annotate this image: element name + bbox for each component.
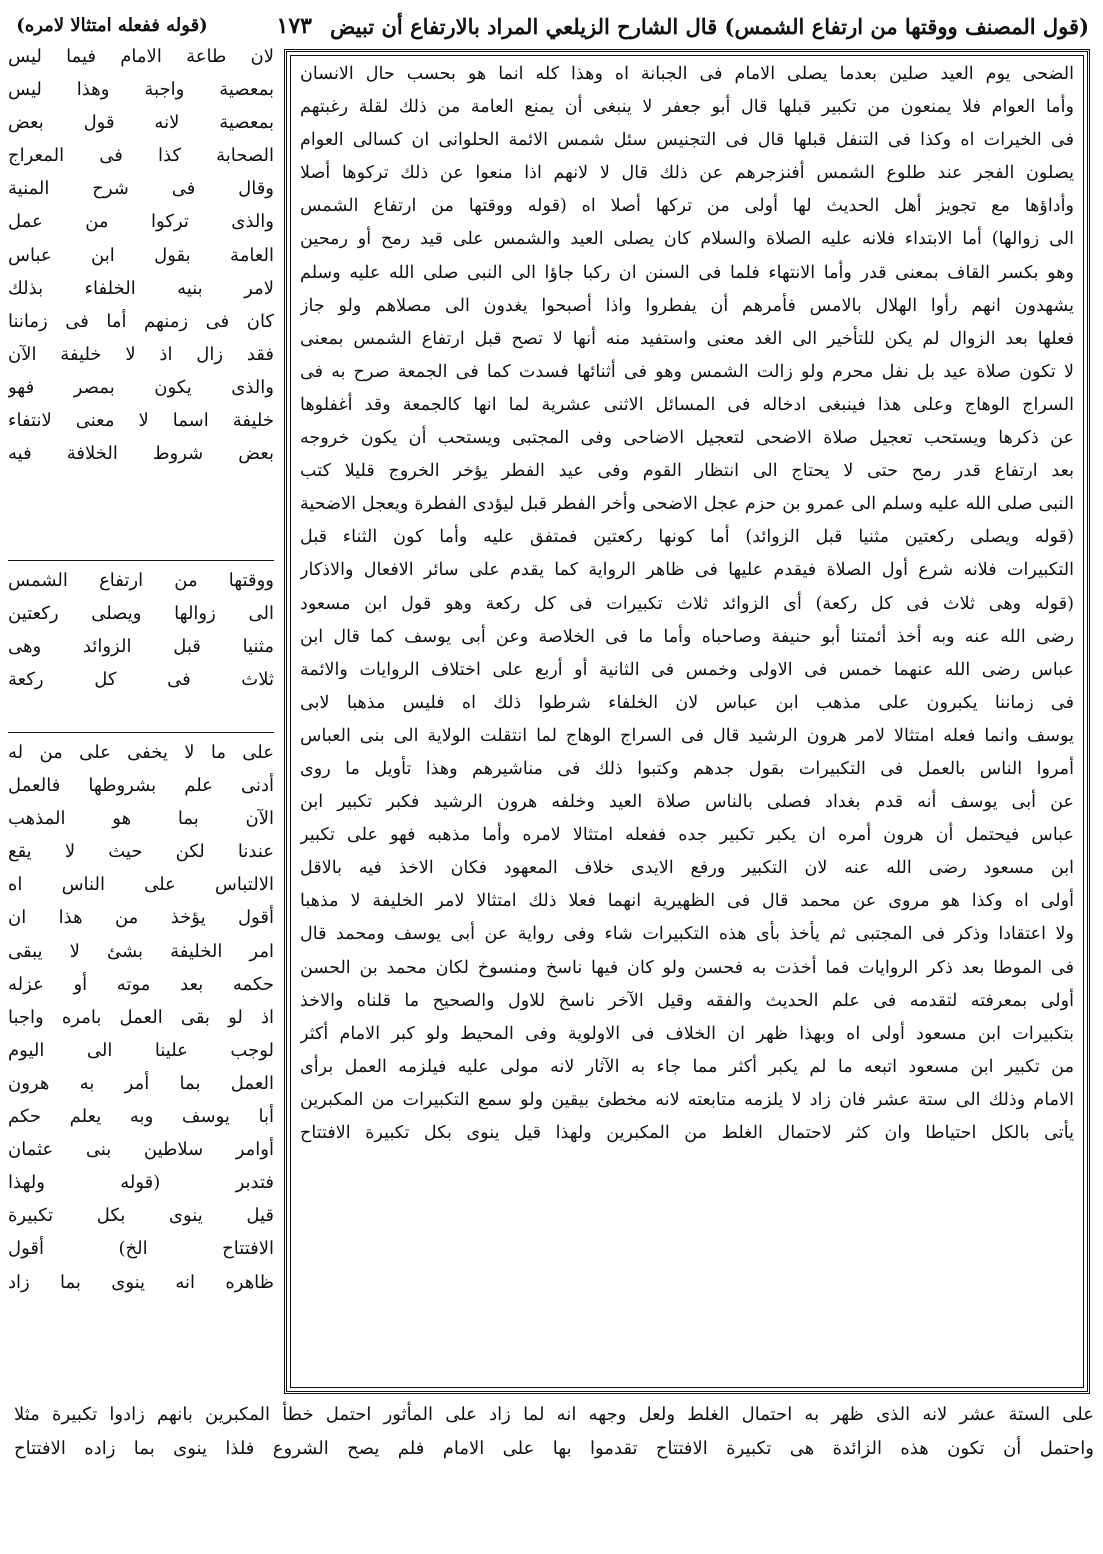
text-line: ابن مسعود رضى الله عنه لان التكبير ورفع الايدى خلاف المعهود فكان الاخذ فيه بالاقل: [300, 858, 1074, 879]
margin-text-line: فقد زال اذ لا خليفة الآن: [8, 343, 274, 365]
main-text-column: [300, 58, 1074, 1384]
text-line: بعد ارتفاع قدر رمح حتى لا يحتاج الى انتظار القوم وفى عيد الفطر يؤخر الخروج قليلا كتب: [300, 461, 1074, 482]
margin-divider-2: [8, 732, 274, 733]
margin-text-line: اذ لو بقى العمل بامره واجبا: [8, 1006, 274, 1028]
margin-divider-1: [8, 560, 274, 561]
text-line: عباس فيحتمل أن هرون أمره ان يكبر تكبير جده ففعله امتثالا لامره وأما مذهبه فهو على تكبير: [300, 825, 1074, 846]
margin-text-line: أقول يؤخذ من هذا ان: [8, 907, 274, 929]
text-line: النبى صلى الله عليه وسلم الى عمرو بن حزم عجل الاضحى وأخر الفطر قبل ليؤدى الفطرة ويعجل الاضحية: [300, 494, 1074, 515]
margin-block-3: [8, 736, 274, 1299]
text-line: أمروا الناس بالعمل فى التكبيرات بقول جدهم وكتبوا ذلك فى مناشيرهم وهذا تأويل ما روى: [300, 758, 1074, 779]
text-line: (قوله ويصلى ركعتين مثنيا قبل الزوائد) أما كونها ركعتين فمتفق عليه وأما كون الثناء قبل: [300, 527, 1074, 548]
text-line: يوسف وانما فعله امتثالا لامر هرون الرشيد قال فى السراج الوهاج لما انتقلت الولاية الى بنى العباس: [300, 725, 1074, 746]
margin-text-line: مثنيا قبل الزوائد وهى: [8, 636, 274, 658]
text-line: رضى الله عنه وبه أخذ أئمتنا أبو حنيفة وصاحباه وأما ما فى الخلاصة وعن أبى يوسف كما قال ابن: [300, 626, 1074, 647]
margin-text-line: لامر بنيه الخلفاء بذلك: [8, 277, 274, 299]
text-line: يشهدون انهم رأوا الهلال بالامس فأمرهم أن يفطروا واذا أصبحوا يغدون الى مصلاهم ولو جاز: [300, 295, 1074, 316]
text-line: ولا اعتقادا وذكر فى المجتبى ثم يأخذ بأى هذه التكبيرات شاء وفى رواية عن أبى يوسف ومحمد قال: [300, 924, 1074, 945]
page-header: [14, 8, 1089, 44]
text-line: فى الخيرات اه وكذا فى التنفل قبلها قال فى التجنيس سئل شمس الائمة الحلوانى ان كسالى العوام: [300, 130, 1074, 151]
margin-text-line: الالتباس على الناس اه: [8, 874, 274, 896]
margin-running-title: (قوله ففعله امتثالا لامره): [16, 15, 208, 36]
text-line: السراج الوهاج وعلى هذا فينبغى ادخاله فى المسائل الاثنى عشرية لما انها كالجمعة وقد أغفلوها: [300, 394, 1074, 415]
footer-continuation: [14, 1398, 1094, 1466]
margin-text-line: عندنا لكن حيث لا يقع: [8, 841, 274, 863]
margin-text-line: قيل ينوى بكل تكبيرة: [8, 1205, 274, 1227]
margin-block-2: [8, 564, 274, 696]
margin-text-line: فتدبر (قوله ولهذا: [8, 1172, 274, 1194]
margin-text-line: والذى تركوا من عمل: [8, 211, 274, 233]
margin-text-line: الآن بما هو المذهب: [8, 808, 274, 830]
margin-text-line: الصحابة كذا فى المعراج: [8, 145, 274, 167]
margin-text-line: حكمه بعد موته أو عزله: [8, 973, 274, 995]
margin-commentary-column: [8, 40, 274, 1385]
text-line: الى زوالها) أما الابتداء فلانه عليه الصلاة والسلام كان يصلى العيد والشمس على قيد رمح أو رمحين: [300, 229, 1074, 250]
text-line: يأتى بالكل احتياطا وان كثر لاحتمال الغلط من المكبرين ولهذا قيل ينوى بكل تكبيرة الافتتاح: [300, 1123, 1074, 1143]
text-line: (قوله وهى ثلاث فى كل ركعة) أى الزوائد ثلاث تكبيرات فى كل ركعة وهو قول ابن مسعود: [300, 593, 1074, 614]
text-line: وأما العوام فلا يمنعون من تكبير قبلها قال أبو جعفر لا ينبغى أن يمنع العامة من ذلك لقلة رغبتهم: [300, 97, 1074, 118]
text-line: الامام وذلك الى ستة عشر فان زاد لا يلزمه متابعته لانه مخطئ بيقين ولو سمع التكبيرات من المكبرين: [300, 1089, 1074, 1110]
margin-text-line: ثلاث فى كل ركعة: [8, 669, 274, 691]
text-line: التكبيرات فلانه شرع أول الصلاة فيقدم عليها فى ظاهر الرواية كما يقدم على سائر الافعال والاذكار: [300, 560, 1074, 581]
margin-text-line: أوامر سلاطين بنى عثمان: [8, 1139, 274, 1161]
text-line: وهو بكسر القاف بمعنى قدر وأما الانتهاء فلما فى السنن ان ركبا جاؤا الى النبى صلى الله عليه وسلم: [300, 262, 1074, 283]
margin-text-line: العامة بقول ابن عباس: [8, 244, 274, 266]
text-line: يصلون الفجر عند طلوع الشمس أفنزجرهم عن ذلك قال لا لانهم اذا منعوا عن ذلك تركوها أصلا: [300, 163, 1074, 184]
text-line: عباس رضى الله عنهما خمس فى الاولى وخمس فى الثانية أو أربع على اختلاف الروايات والائمة: [300, 659, 1074, 680]
text-line: وأداؤها مع تجويز أهل الحديث لها أولى من تركها أصلا اه (قوله ووقتها من ارتفاع الشمس: [300, 196, 1074, 217]
text-line: فى الموطا بعد ذكر الروايات فما أخذت به فحسن ولو كان فيها ناسخ ومنسوخ لكان محمد بن الحسن: [300, 957, 1074, 978]
text-line: الضحى يوم العيد صلين بعدما يصلى الامام فى الجبانة اه وهذا كله انما هو بحسب حال الانسان: [300, 64, 1074, 84]
margin-text-line: لان طاعة الامام فيما ليس: [8, 46, 274, 67]
text-line: فى زماننا يكبرون على مذهب ابن عباس لان الخلفاء شرطوا ذلك اه فليس مذهبا لابى: [300, 692, 1074, 713]
margin-text-line: والذى يكون بمصر فهو: [8, 376, 274, 398]
running-title: (قول المصنف ووقتها من ارتفاع الشمس) قال الشارح الزيلعي المراد بالارتفاع أن تبيض: [329, 13, 1089, 39]
margin-text-line: الى زوالها ويصلى ركعتين: [8, 603, 274, 625]
margin-text-line: وقال فى شرح المنية: [8, 178, 274, 200]
margin-text-line: خليفة اسما لا معنى لانتفاء: [8, 410, 274, 432]
margin-text-line: ظاهره انه ينوى بما زاد: [8, 1271, 274, 1293]
margin-text-line: بمعصية لانه قول بعض: [8, 112, 274, 134]
text-line: عن أبى يوسف أنه قدم بغداد فصلى بالناس صلاة العيد وخلفه هرون الرشيد فكبر تكبير ابن: [300, 792, 1074, 813]
text-line: أولى بمعرفته لتقدمه فى علم الحديث والفقه وقيل الآخر ناسخ للاول والصحيح ما قلناه والاخذ: [300, 990, 1074, 1011]
margin-block-1: [8, 40, 274, 470]
margin-text-line: ووقتها من ارتفاع الشمس: [8, 570, 274, 591]
margin-text-line: بعض شروط الخلافة فيه: [8, 443, 274, 465]
margin-text-line: كان فى زمنهم أما فى زماننا: [8, 310, 274, 332]
text-line: فعلها بعد الزوال لم يكن للتأخير الى الغد معنى واستفيد منه أنها لا تصح قبل ارتفاع الشمس بمعنى: [300, 328, 1074, 349]
footer-text-line: واحتمل أن تكون هذه الزائدة هى تكبيرة الافتتاح تقدموا بها على الامام فلم يصح الشروع فلذا ينوى بما زاده الافتتاح: [14, 1438, 1094, 1459]
margin-text-line: الافتتاح الخ) أقول: [8, 1238, 274, 1260]
text-line: بتكبيرات ابن مسعود أولى اه وبهذا ظهر ان الخلاف فى الاولوية وفى المحيط ولو كبر الامام أكثر: [300, 1023, 1074, 1044]
footer-text-line: على الستة عشر لانه الذى ظهر به احتمال الغلط ولعل وجهه انه لما زاد على المأثور احتمل خطأ المكبرين بانهم زادوا تكبيرة مثلا: [14, 1404, 1094, 1425]
text-line: أولى اه وكذا هو مروى عن محمد قال فى الظهيرية انهما فعلا ذلك امتثالا لامر الخليفة لا مذهبا: [300, 891, 1074, 912]
margin-text-line: العمل بما أمر به هرون: [8, 1072, 274, 1094]
margin-text-line: امر الخليفة بشئ لا يبقى: [8, 940, 274, 962]
text-line: عن ذكرها ويستحب تعجيل صلاة الاضحى لتعجيل الاضاحى وفى المجتبى ويستحب أن يكون خروجه: [300, 428, 1074, 449]
page-number: ١٧٣: [276, 13, 312, 39]
margin-text-line: بمعصية واجبة وهذا ليس: [8, 79, 274, 101]
margin-text-line: أبا يوسف وبه يعلم حكم: [8, 1106, 274, 1128]
text-line: من تكبير ابن مسعود اتبعه ما لم يكبر أكثر مما جاء به الآثار لانه مولى عليه فيلزمه العمل برأى: [300, 1056, 1074, 1077]
margin-text-line: لوجب علينا الى اليوم: [8, 1039, 274, 1061]
margin-text-line: أدنى علم بشروطها فالعمل: [8, 775, 274, 797]
margin-text-line: على ما لا يخفى على من له: [8, 742, 274, 763]
text-line: لا تكون صلاة عيد بل نفل محرم ولو زالت الشمس وهو فى أثنائها فسدت كما فى الجمعة صرح به فى: [300, 361, 1074, 382]
